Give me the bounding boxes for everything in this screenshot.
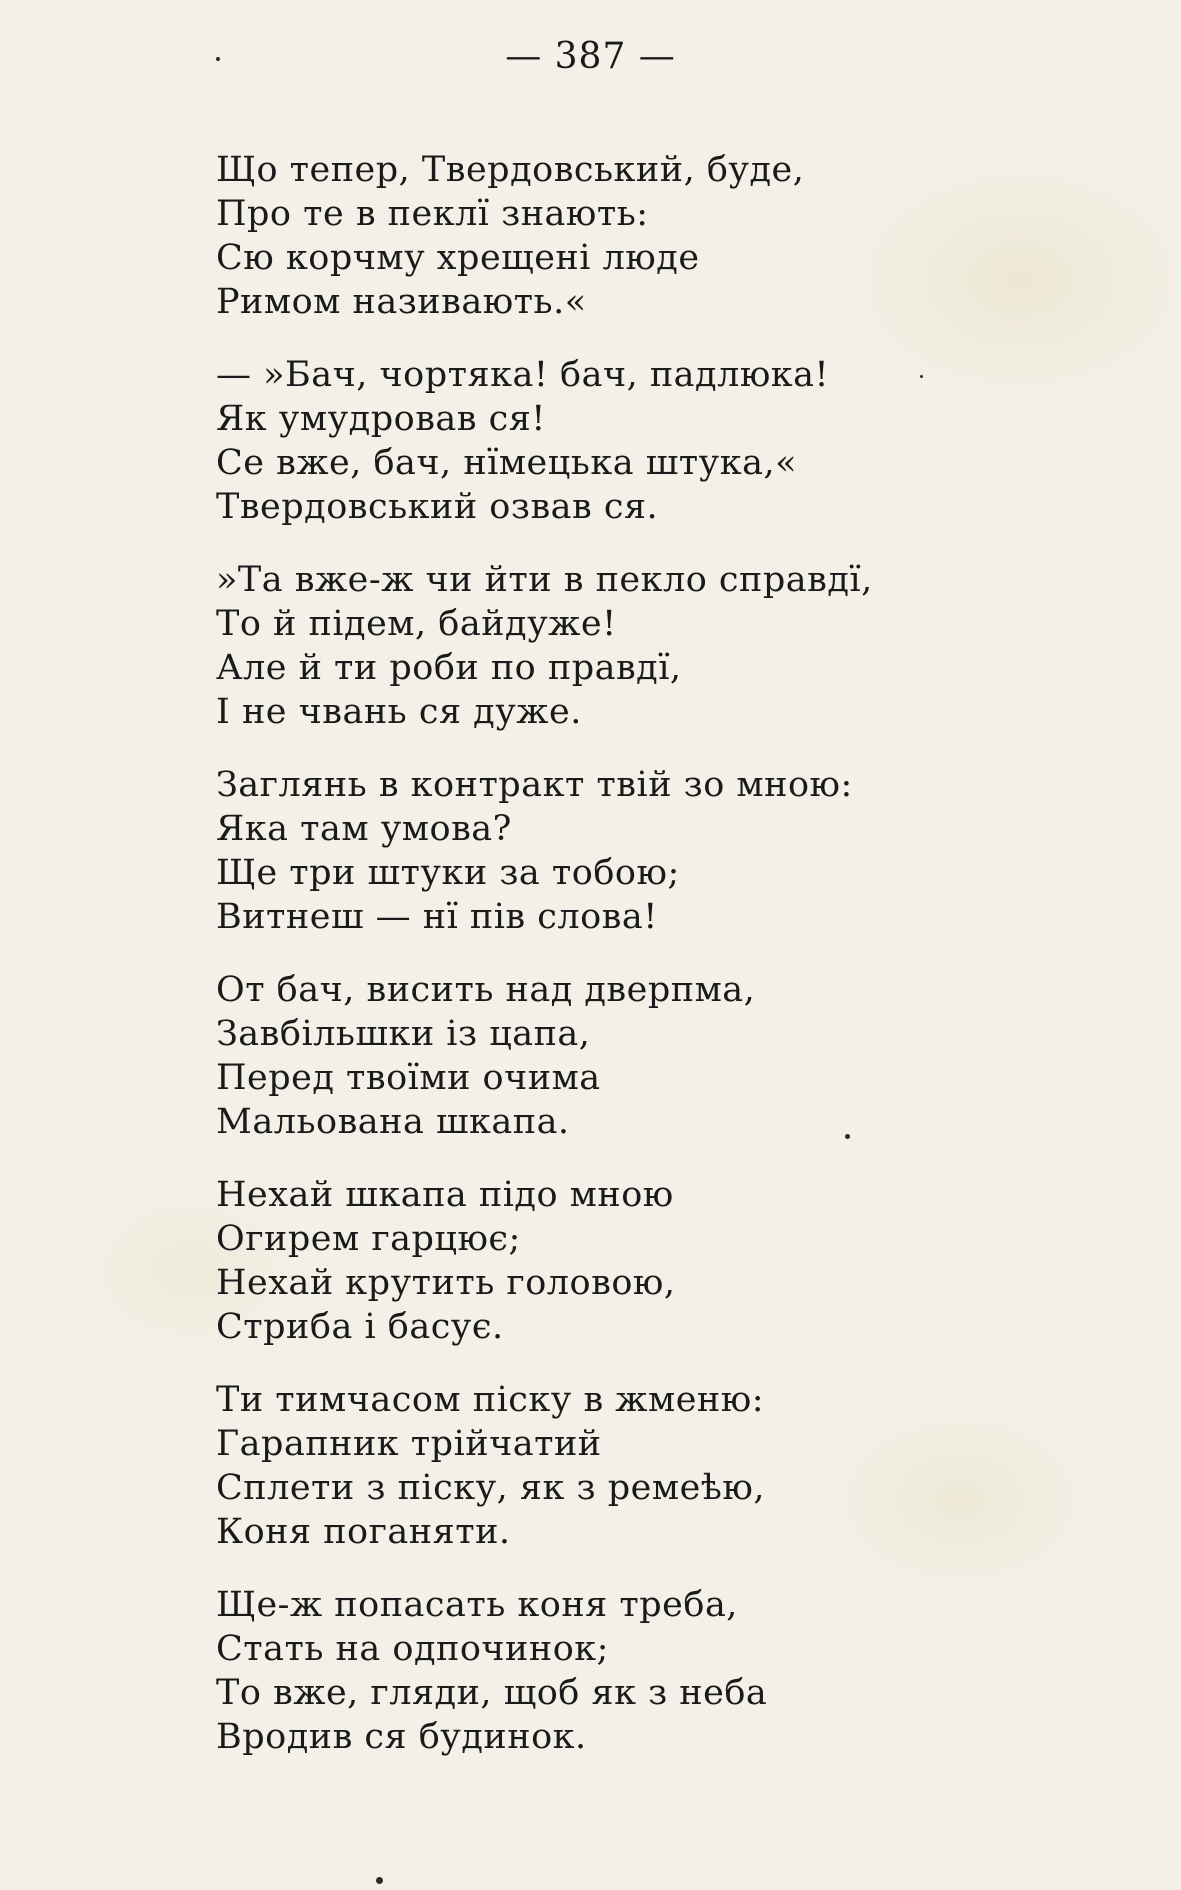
poem-line: Сплети з піску, як з ремеѣю, [216, 1468, 765, 1508]
print-speck [845, 1134, 850, 1139]
poem-line: Про те в пеклї знають: [216, 194, 649, 234]
poem-line: Вродив ся будинок. [216, 1717, 587, 1757]
poem-line: Стать на одпочинок; [216, 1629, 609, 1669]
poem-line: Завбільшки із цапа, [216, 1014, 591, 1054]
poem-line: Як умудровав ся! [216, 399, 546, 439]
poem-line: Ти тимчасом піску в жменю: [216, 1380, 765, 1420]
poem-line: Се вже, бач, нїмецька штука,« [216, 443, 797, 483]
poem-line: Твердовський озвав ся. [216, 487, 659, 527]
poem-line: Яка там умова? [216, 809, 512, 849]
poem-line: »Та вже-ж чи йти в пекло справдї, [216, 560, 873, 600]
stanza [216, 1378, 976, 1554]
page-number: — 387 — [505, 36, 676, 77]
poem-line: Сю корчму хрещені люде [216, 238, 700, 278]
stanza [216, 148, 976, 324]
poem-line: Перед твоїми очима [216, 1058, 601, 1098]
poem-line: Заглянь в контракт твій зо мною: [216, 765, 853, 805]
print-speck [216, 57, 220, 61]
poem-line: Нехай шкапа підо мною [216, 1175, 674, 1215]
poem-line: Ще-ж попасать коня треба, [216, 1585, 738, 1625]
poem-line: Гарапник трійчатий [216, 1424, 602, 1464]
stanza [216, 763, 976, 939]
poem-line: Що тепер, Твердовський, буде, [216, 150, 805, 190]
stanza [216, 558, 976, 734]
print-speck [376, 1877, 383, 1884]
stanza [216, 1583, 976, 1759]
poem-line: Нехай крутить головою, [216, 1263, 676, 1303]
stanza [216, 968, 976, 1144]
poem-line: Коня поганяти. [216, 1512, 511, 1552]
stanza [216, 353, 976, 529]
poem-line: І не чвань ся дуже. [216, 692, 582, 732]
poem-line: То вже, гляди, щоб як з неба [216, 1673, 768, 1713]
poem-line: — »Бач, чортяка! бач, падлюка! [216, 355, 830, 395]
poem-line: Огирем гарцює; [216, 1219, 521, 1259]
poem-body [216, 148, 976, 1788]
stanza [216, 1173, 976, 1349]
print-speck [920, 375, 923, 378]
poem-line: Але й ти роби по правдї, [216, 648, 682, 688]
poem-line: Стриба і басує. [216, 1307, 504, 1347]
poem-line: Мальована шкапа. [216, 1102, 570, 1142]
poem-line: От бач, висить над дверпма, [216, 970, 756, 1010]
poem-line: Римом називають.« [216, 282, 587, 322]
poem-line: Витнеш — нї пів слова! [216, 897, 658, 937]
poem-line: То й підем, байдуже! [216, 604, 617, 644]
poem-line: Ще три штуки за тобою; [216, 853, 680, 893]
